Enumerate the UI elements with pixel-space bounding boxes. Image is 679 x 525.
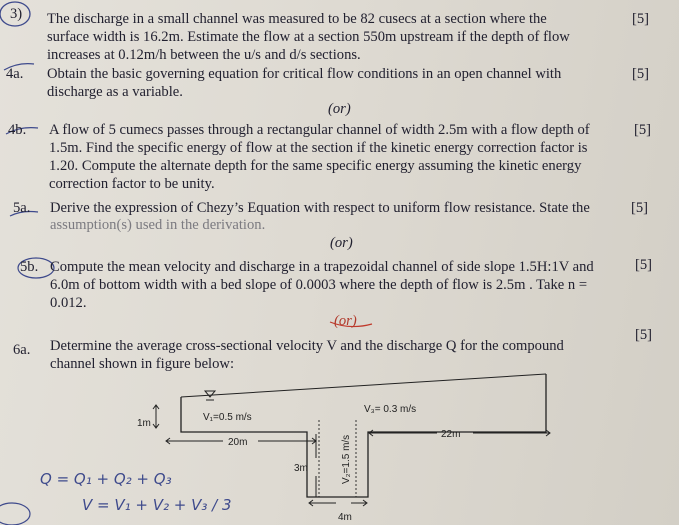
q3-marks: [5]	[632, 11, 650, 27]
q4a-line-1: Obtain the basic governing equation for critical flow conditions in an open channel with	[47, 66, 562, 82]
channel-outline	[181, 374, 546, 497]
q6a-line-2: channel shown in figure below:	[50, 356, 234, 372]
or-separator-1: (or)	[328, 101, 351, 117]
q3-line-3: increases at 0.12m/h between the u/s and d/s sections.	[47, 47, 361, 63]
q6a-line-1: Determine the average cross-sectional velocity V and the discharge Q for the compound	[50, 338, 564, 354]
label-width-right: 22m	[441, 429, 461, 440]
question-number-4a: 4a.	[6, 66, 24, 82]
q4b-line-3: 1.20. Compute the alternate depth for the same specific energy assuming the kinetic energy	[49, 158, 582, 174]
label-v1: V₁=0.5 m/s	[203, 412, 252, 423]
q4b-line-4: correction factor to be unity.	[49, 176, 215, 192]
question-number-4b: 4b.	[8, 122, 27, 138]
q5b-line-1: Compute the mean velocity and discharge in a trapezoidal channel of side slope 1.5H:1V and	[50, 259, 594, 275]
q3-line-1: The discharge in a small channel was measured to be 82 cusecs at a section where the	[47, 11, 547, 27]
q6a-marks: [5]	[635, 327, 653, 343]
q5b-line-3: 0.012.	[50, 295, 87, 311]
q4a-line-2: discharge as a variable.	[47, 84, 183, 100]
q5b-marks: [5]	[635, 257, 653, 273]
q4b-line-2: 1.5m. Find the specific energy of flow at the section if the kinetic energy correction factor is	[49, 140, 588, 156]
question-number-5b: 5b.	[20, 259, 39, 275]
q5b-line-2: 6.0m of bottom width with a bed slope of 0.0003 where the depth of flow is 2.5m . Take n =	[50, 277, 588, 293]
q4b-marks: [5]	[634, 122, 652, 138]
q4b-line-1: A flow of 5 cumecs passes through a rectangular channel of width 2.5m with a flow depth of	[49, 122, 590, 138]
water-level-symbol	[205, 391, 215, 397]
question-number-3: 3)	[10, 6, 23, 22]
water-surface-line	[181, 374, 546, 397]
q5a-line-1: Derive the expression of Chezy’s Equation with respect to uniform flow resistance. State the	[50, 200, 590, 216]
label-width-left: 20m	[228, 437, 248, 448]
or-separator-2: (or)	[330, 235, 353, 251]
label-depth-main: 3m	[294, 463, 308, 474]
or-separator-3: (or)	[334, 313, 357, 329]
question-number-5a: 5a.	[13, 200, 31, 216]
handwritten-line-1: Q = Q₁ + Q₂ + Q₃	[40, 470, 172, 488]
q5a-line-2: assumption(s) used in the derivation.	[50, 217, 266, 233]
q5a-marks: [5]	[631, 200, 649, 216]
q4a-marks: [5]	[632, 66, 650, 82]
label-width-main: 4m	[338, 512, 352, 523]
handwritten-line-2: V = V₁ + V₂ + V₃ / 3	[82, 496, 232, 514]
label-depth-left: 1m	[137, 418, 151, 429]
q3-line-2: surface width is 16.2m. Estimate the flow at a section 550m upstream if the depth of flow	[47, 29, 570, 45]
label-v3: V₃= 0.3 m/s	[364, 404, 417, 415]
question-number-6a: 6a.	[13, 342, 31, 358]
label-v2: V₂=1.5 m/s	[341, 434, 352, 484]
